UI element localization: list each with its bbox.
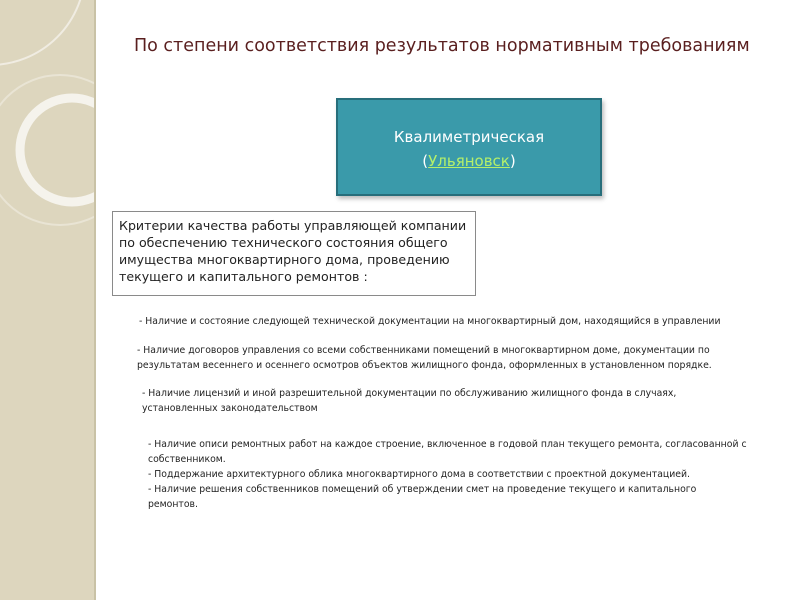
decorative-circles-icon <box>0 0 94 600</box>
side-divider <box>94 0 96 600</box>
criteria-text-box: Критерии качества работы управляющей компании по обеспечению технического состояния общего имущества многоквартирного дома, проведению текущего и капитального ремонтов : <box>112 211 476 296</box>
qualimetric-heading: Квалиметрическая <box>393 128 545 146</box>
city-line <box>338 152 600 170</box>
paren-open: ( <box>422 152 429 170</box>
list-item: - Наличие решения собственников помещений об утверждении смет на проведение текущего и капитального ремонтов. <box>148 484 697 510</box>
list-item: - Наличие описи ремонтных работ на каждое строение, включенное в годовой план текущего ремонта, согласованной с собственником. <box>148 439 747 465</box>
decorative-side-band <box>0 0 94 600</box>
ulyanovsk-link[interactable]: Ульяновск <box>428 152 510 170</box>
page-title: По степени соответствия результатов нормативным требованиям <box>134 36 750 56</box>
paren-close: ) <box>509 152 516 170</box>
list-item: - Поддержание архитектурного облика многоквартирного дома в соответствии с проектной документацией. <box>148 469 690 480</box>
list-item-group <box>148 437 748 512</box>
list-item: - Наличие и состояние следующей технической документации на многоквартирный дом, находящийся в управлении <box>139 316 721 327</box>
list-item: - Наличие договоров управления со всеми собственниками помещений в многоквартирном доме, документации по результатам весеннего и осеннего осмотров объектов жилищного фонда, оформленных в установленном порядке. <box>137 345 712 371</box>
qualimetric-box <box>336 98 602 196</box>
list-item: - Наличие лицензий и иной разрешительной документации по обслуживанию жилищного фонда в случаях, установленных законодательством <box>142 388 677 414</box>
